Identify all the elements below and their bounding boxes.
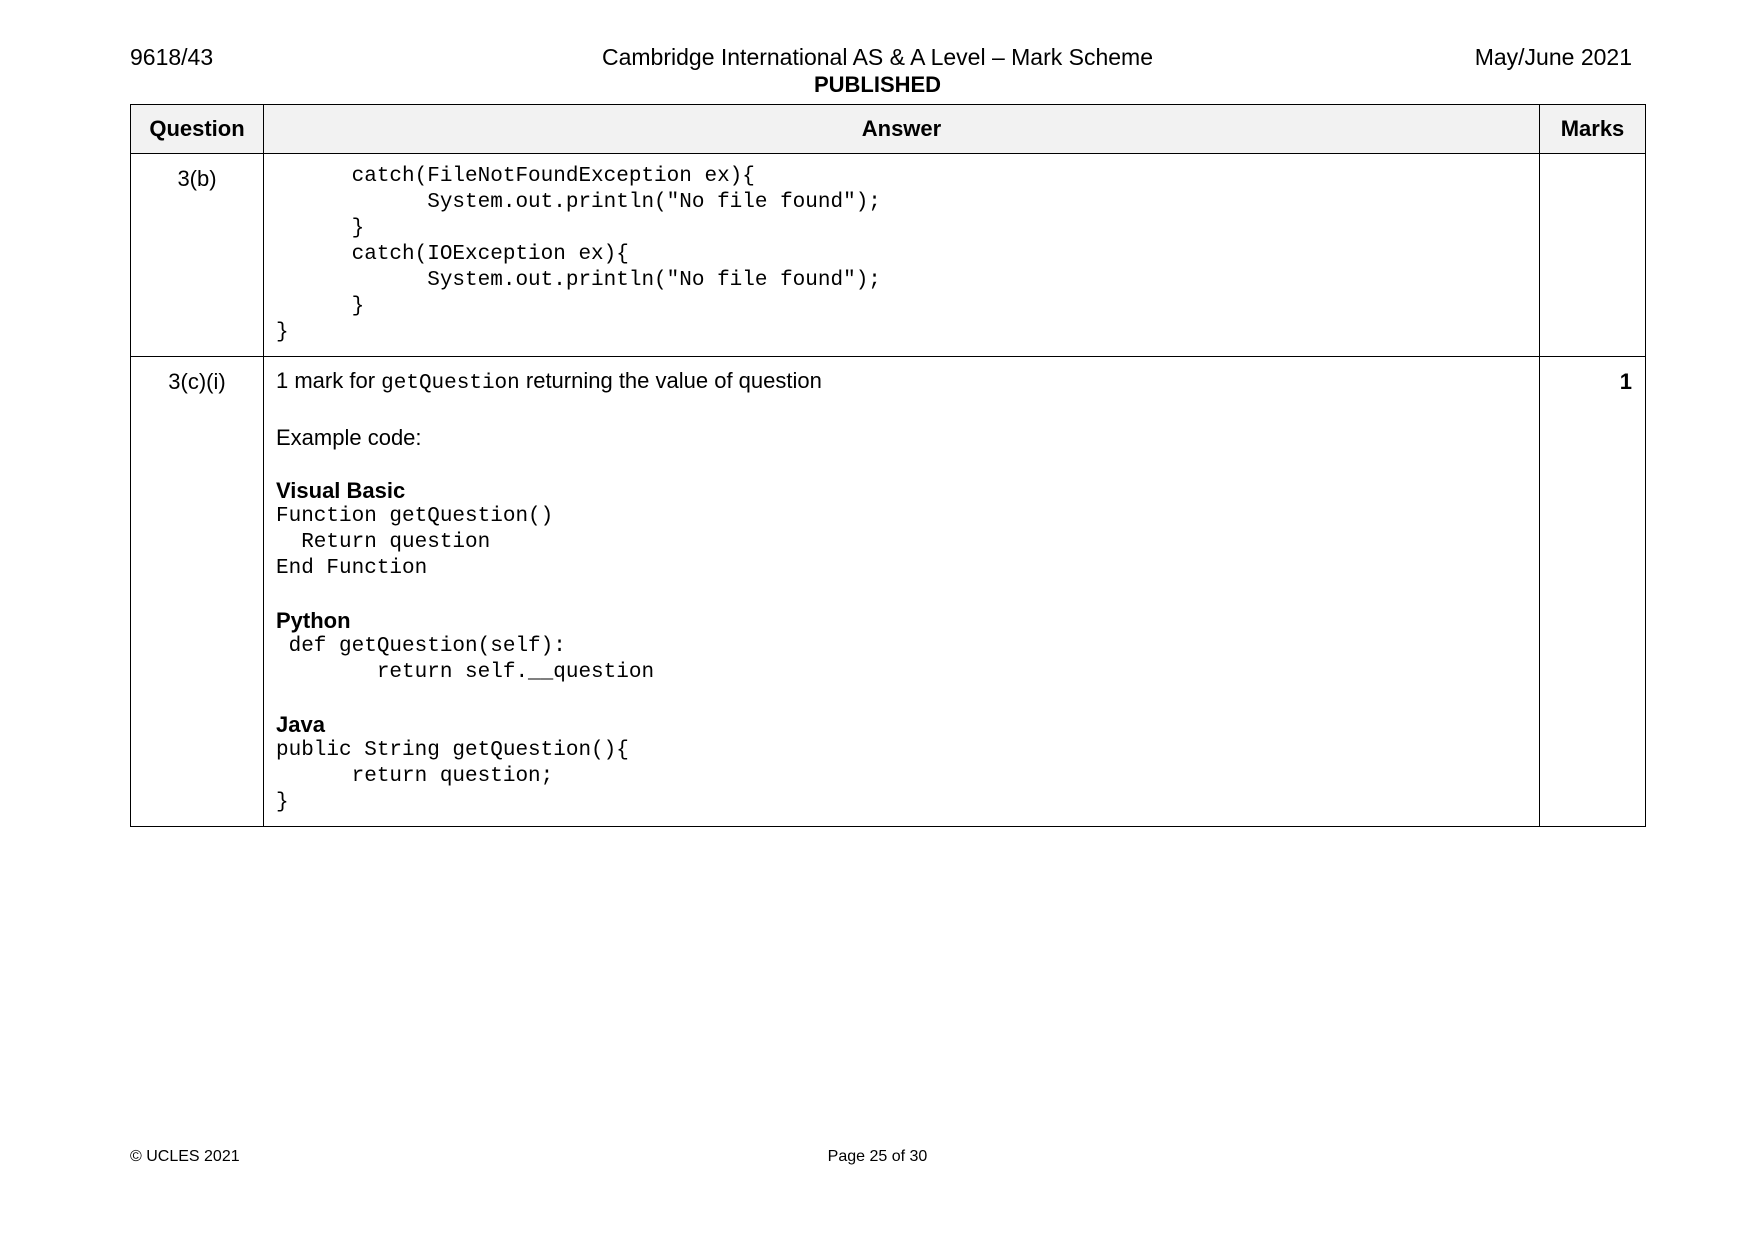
- marks-cell: [1540, 154, 1646, 357]
- exam-session: May/June 2021: [1474, 44, 1632, 70]
- mark-criterion: [276, 367, 1527, 398]
- mark-criterion-text: returning the value of question: [519, 368, 822, 393]
- table-row: [131, 357, 1646, 827]
- table-header-row: [131, 105, 1646, 154]
- question-number: 3(b): [131, 154, 264, 357]
- visual-basic-heading: Visual Basic: [276, 478, 406, 503]
- mark-scheme-table: [130, 104, 1646, 827]
- answer-column-header: Answer: [264, 105, 1540, 154]
- example-code-label: Example code:: [276, 425, 422, 450]
- copyright-notice: © UCLES 2021: [130, 1148, 240, 1165]
- visual-basic-code: Function getQuestion() Return question End Function: [276, 505, 554, 580]
- mark-criterion-text: 1 mark for: [276, 368, 382, 393]
- method-name: getQuestion: [381, 372, 520, 395]
- java-catch-code: catch(FileNotFoundException ex){ System.out.println("No file found"); } catch(IOException ex){ System.out.println("No file found"); } }: [276, 165, 881, 344]
- marks-column-header: Marks: [1540, 105, 1646, 154]
- question-column-header: Question: [131, 105, 264, 154]
- document-title: Cambridge International AS & A Level – Mark Scheme: [601, 44, 1154, 70]
- answer-cell: [264, 154, 1540, 357]
- paper-code: 9618/43: [130, 44, 214, 70]
- question-number: 3(c)(i): [131, 357, 264, 827]
- answer-cell: [264, 357, 1540, 827]
- python-code: def getQuestion(self): return self.__question: [288, 635, 655, 684]
- page-number: Page 25 of 30: [827, 1148, 928, 1165]
- table-row: [131, 154, 1646, 357]
- java-heading: Java: [276, 712, 325, 737]
- marks-cell: 1: [1540, 357, 1646, 827]
- python-heading: Python: [276, 608, 351, 633]
- published-label: PUBLISHED: [813, 72, 942, 97]
- java-code: public String getQuestion(){ return question; }: [276, 739, 629, 814]
